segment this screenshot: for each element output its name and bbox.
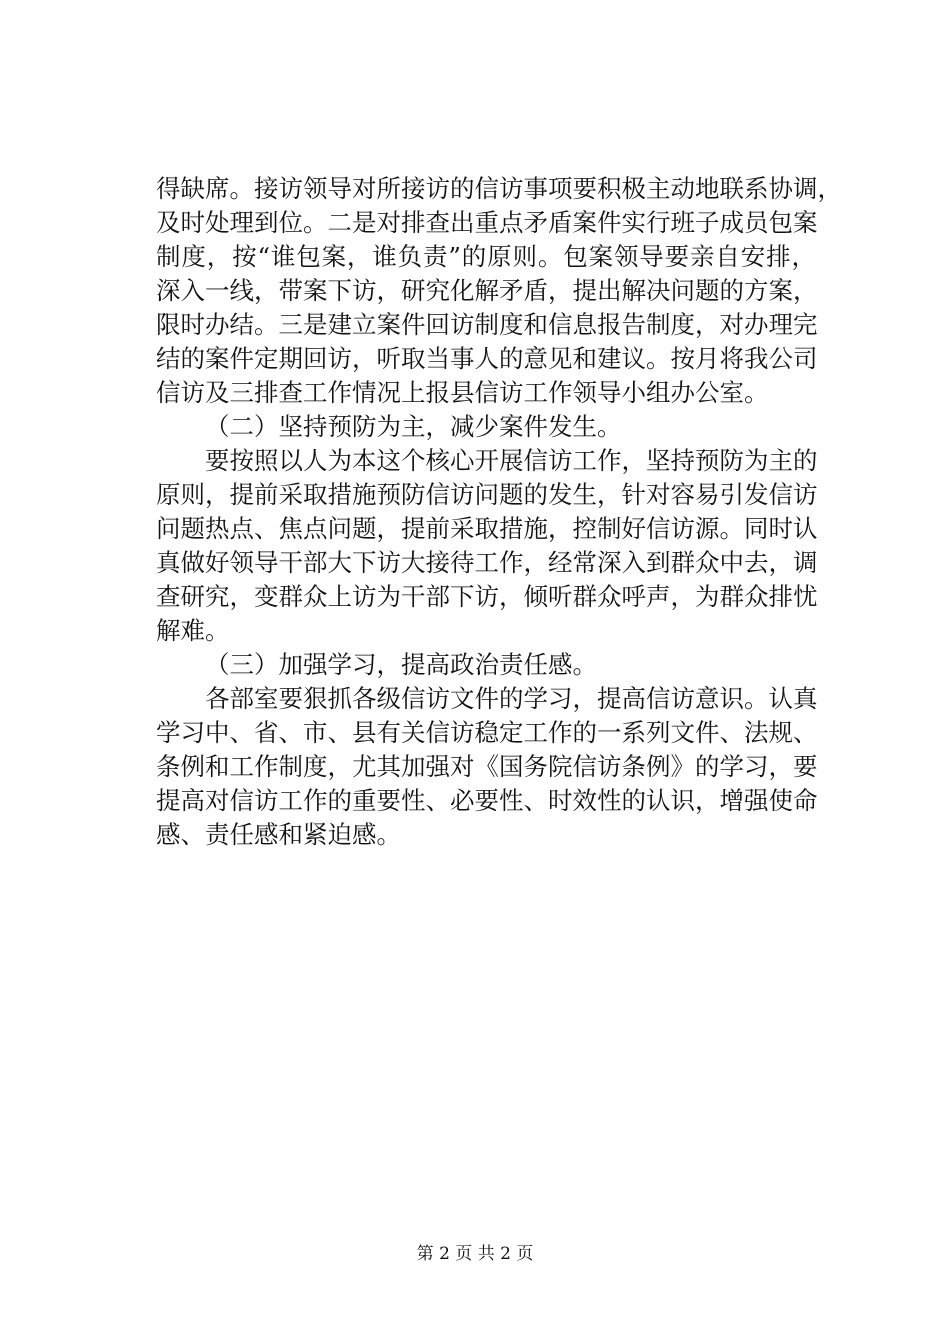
text-line: 感、责任感和紧迫感。: [156, 820, 401, 849]
text-line: 查研究，变群众上访为干部下访，倾听群众呼声，为群众排忧: [156, 582, 818, 611]
text-line: 解难。: [156, 616, 230, 645]
text-line: 问题热点、焦点问题，提前采取措施，控制好信访源。同时认: [156, 514, 818, 543]
text-line: 原则，提前采取措施预防信访问题的发生，针对容易引发信访: [156, 480, 818, 509]
text-line: 限时办结。三是建立案件回访制度和信息报告制度，对办理完: [156, 310, 818, 339]
text-line: 及时处理到位。二是对排查出重点矛盾案件实行班子成员包案: [156, 208, 818, 237]
document-body: [156, 172, 842, 852]
section-heading: （三）加强学习，提高政治责任感。: [205, 650, 597, 679]
text-line: 条例和工作制度，尤其加强对《国务院信访条例》的学习，要: [156, 752, 818, 781]
text-line: 要按照以人为本这个核心开展信访工作，坚持预防为主的: [205, 446, 818, 475]
text-line: 学习中、省、市、县有关信访稳定工作的一系列文件、法规、: [156, 718, 818, 747]
text-line: 深入一线，带案下访，研究化解矛盾，提出解决问题的方案，: [156, 276, 818, 305]
text-line: 真做好领导干部大下访大接待工作，经常深入到群众中去，调: [156, 548, 818, 577]
text-line: 信访及三排查工作情况上报县信访工作领导小组办公室。: [156, 378, 769, 407]
text-line: 各部室要狠抓各级信访文件的学习，提高信访意识。认真: [205, 684, 818, 713]
text-line: 提高对信访工作的重要性、必要性、时效性的认识，增强使命: [156, 786, 818, 815]
section-heading: （二）坚持预防为主，减少案件发生。: [205, 412, 622, 441]
text-line: 结的案件定期回访，听取当事人的意见和建议。按月将我公司: [156, 344, 818, 373]
text-line: 得缺席。接访领导对所接访的信访事项要积极主动地联系协调，: [156, 174, 842, 203]
text-line: 制度，按“谁包案，谁负责”的原则。包案领导要亲自安排，: [156, 242, 816, 271]
page-number-footer: 第 2 页 共 2 页: [416, 1244, 534, 1264]
